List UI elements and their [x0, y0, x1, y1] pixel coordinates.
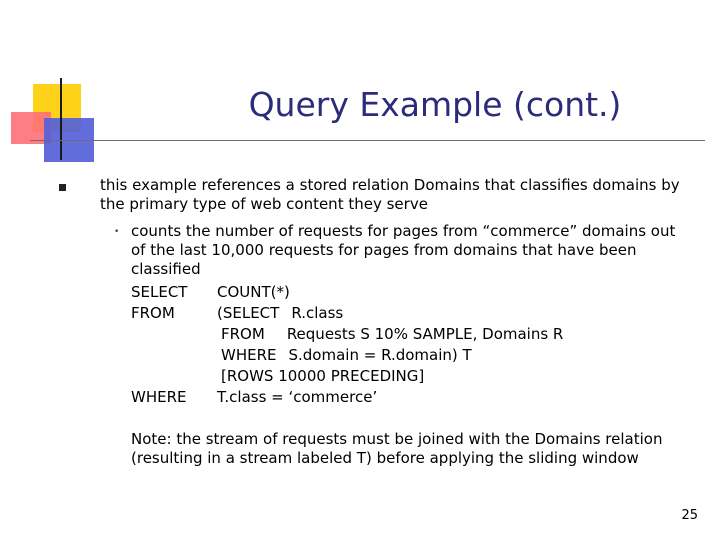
- sql-code-block: [217, 282, 563, 408]
- sql-select-expr: COUNT(*): [217, 283, 290, 301]
- sql-from-keyword: FROM: [131, 304, 175, 322]
- square-bullet-icon: [59, 184, 66, 191]
- bullet1-text-before: this example references a stored relation: [100, 176, 414, 194]
- bullet-level2: counts the number of requests for pages from “commerce” domains out of the last 10,000 requests for pages from domains that have been classified: [131, 222, 676, 278]
- bullet-level1: [100, 176, 680, 214]
- note-paragraph: [131, 430, 691, 468]
- bullet1-text-after: that classifies domains by the primary type of web content they serve: [100, 176, 680, 213]
- sql-where-expr: T.class = ‘commerce’: [217, 388, 378, 406]
- note-label: Note: [131, 430, 167, 448]
- sql-subquery-line2: [217, 324, 563, 345]
- sql-where-keyword: WHERE: [131, 388, 187, 406]
- sql-window-clause: [ROWS 10000 PRECEDING]: [221, 367, 425, 385]
- sql-subquery-line1: [217, 303, 563, 324]
- note-text: : the stream of requests must be joined with the Domains relation (resulting in a stream labeled T) before applying the sliding window: [131, 430, 663, 467]
- sql-subquery-from-tables: Requests S 10% SAMPLE, Domains R: [286, 325, 564, 343]
- title-divider: [30, 140, 705, 141]
- sql-subquery-select-col: R.class: [291, 304, 344, 322]
- slide-title: Query Example (cont.): [248, 85, 622, 124]
- sql-subquery-where-cond: S.domain = R.domain) T: [288, 346, 472, 364]
- page-number: 25: [681, 508, 698, 523]
- sql-subquery-select: (SELECT: [217, 304, 280, 322]
- decor-vertical-line: [60, 78, 62, 160]
- sql-subquery-where: WHERE: [221, 346, 277, 364]
- dot-bullet-icon: •: [114, 227, 120, 237]
- sql-subquery-from: FROM: [221, 325, 265, 343]
- sql-select-keyword: SELECT: [131, 283, 188, 301]
- sql-subquery-line3: [217, 345, 563, 366]
- bullet1-emphasis: Domains: [413, 176, 480, 194]
